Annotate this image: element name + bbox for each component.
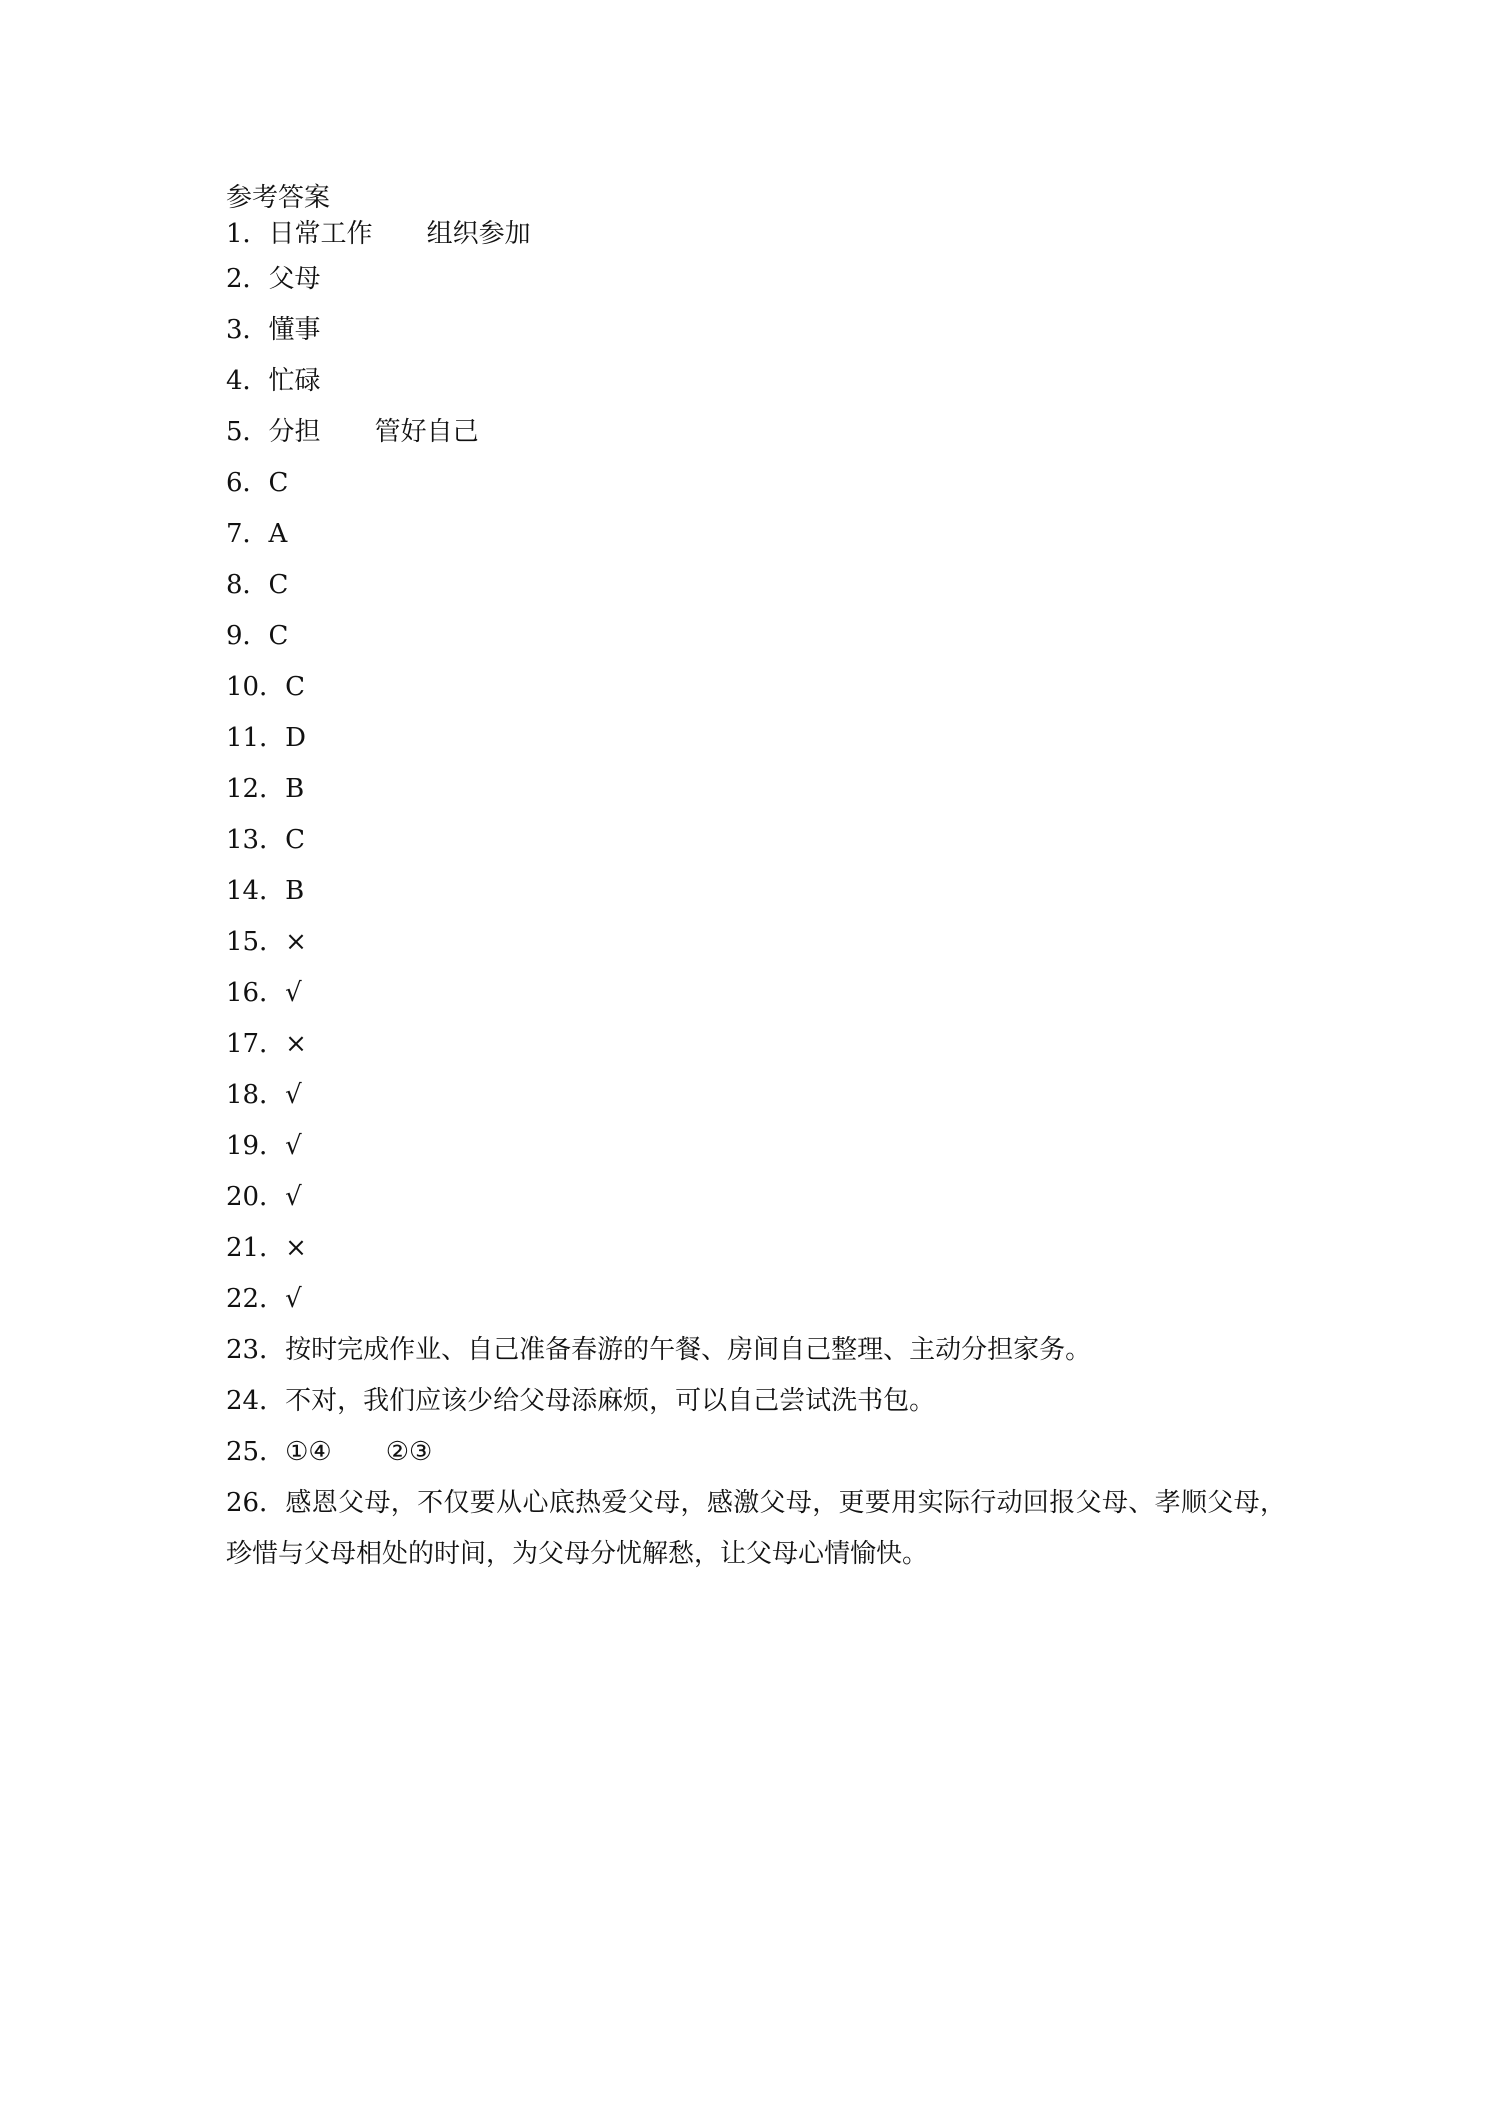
answer-number: 6． (226, 468, 269, 498)
answer-text: × (285, 1029, 307, 1059)
answer-5 (226, 407, 1286, 458)
answer-text: B (285, 774, 305, 804)
answer-text: 父母 (268, 264, 321, 294)
answer-number: 11． (226, 723, 286, 753)
answer-text: √ (285, 1284, 302, 1314)
answer-number: 5． (226, 417, 269, 447)
answer-text: 日常工作 (268, 219, 373, 249)
answer-text: A (268, 519, 288, 549)
answer-text: √ (285, 1182, 302, 1212)
answer-2 (226, 254, 1286, 305)
answer-text: C (268, 468, 289, 498)
answer-17 (226, 1019, 1286, 1070)
answer-text: C (268, 621, 289, 651)
answer-text: × (285, 927, 307, 957)
answer-number: 21． (226, 1233, 286, 1263)
answer-text: 忙碌 (268, 366, 321, 396)
answer-number: 17． (226, 1029, 286, 1059)
answer-16 (226, 968, 1286, 1019)
answer-text: C (285, 672, 305, 702)
answer-text: 不对，我们应该少给父母添麻烦，可以自己尝试洗书包。 (285, 1386, 936, 1416)
answer-26 (226, 1478, 1286, 1580)
answer-number: 23． (226, 1335, 286, 1365)
answer-text: 组织参加 (426, 219, 531, 249)
answer-number: 18． (226, 1080, 286, 1110)
answer-19 (226, 1121, 1286, 1172)
answer-number: 9． (226, 621, 269, 651)
answer-text: 分担 (268, 417, 321, 447)
answer-number: 15． (226, 927, 286, 957)
answer-23 (226, 1325, 1286, 1376)
answer-12 (226, 764, 1286, 815)
answer-text: C (268, 570, 289, 600)
answer-number: 20． (226, 1182, 286, 1212)
answer-number: 3． (226, 315, 269, 345)
answer-15 (226, 917, 1286, 968)
answer-25 (226, 1427, 1286, 1478)
page-title: 参考答案 (226, 183, 331, 213)
answer-number: 2． (226, 264, 269, 294)
answer-text: ②③ (385, 1437, 433, 1467)
answer-8 (226, 560, 1286, 611)
answer-text: 懂事 (268, 315, 321, 345)
answer-10 (226, 662, 1286, 713)
answer-text: 感恩父母，不仅要从心底热爱父母，感激父母，更要用实际行动回报父母、孝顺父母，珍惜与父母相处的时间，为父母分忧解愁，让父母心情愉快。 (226, 1488, 1286, 1569)
answer-9 (226, 611, 1286, 662)
answer-number: 25． (226, 1437, 286, 1467)
answer-number: 26． (226, 1488, 286, 1518)
answer-number: 24． (226, 1386, 286, 1416)
answer-text: B (285, 876, 305, 906)
answer-number: 8． (226, 570, 269, 600)
answer-text: √ (285, 978, 302, 1008)
answer-text: ①④ (285, 1437, 332, 1467)
answer-14 (226, 866, 1286, 917)
answer-number: 4． (226, 366, 269, 396)
answer-number: 1． (226, 219, 269, 249)
answer-11 (226, 713, 1286, 764)
answer-24 (226, 1376, 1286, 1427)
answer-6 (226, 458, 1286, 509)
answer-number: 10． (226, 672, 286, 702)
answer-number: 12． (226, 774, 286, 804)
answer-13 (226, 815, 1286, 866)
answer-text: C (285, 825, 305, 855)
answer-22 (226, 1274, 1286, 1325)
answer-3 (226, 305, 1286, 356)
answer-number: 13． (226, 825, 286, 855)
answer-text: D (285, 723, 306, 753)
answer-21 (226, 1223, 1286, 1274)
answer-text: √ (285, 1080, 302, 1110)
answer-key (226, 182, 1286, 1580)
answer-text: × (285, 1233, 307, 1263)
answer-text: √ (285, 1131, 302, 1161)
answer-7 (226, 509, 1286, 560)
answer-list (226, 214, 1286, 1478)
answer-4 (226, 356, 1286, 407)
answer-text: 管好自己 (374, 417, 479, 447)
answer-number: 22． (226, 1284, 286, 1314)
answer-number: 7． (226, 519, 269, 549)
answer-number: 14． (226, 876, 286, 906)
answer-number: 19． (226, 1131, 286, 1161)
answer-number: 16． (226, 978, 286, 1008)
answer-18 (226, 1070, 1286, 1121)
answer-text: 按时完成作业、自己准备春游的午餐、房间自己整理、主动分担家务。 (285, 1335, 1092, 1365)
answer-20 (226, 1172, 1286, 1223)
answer-1 (226, 214, 1286, 254)
